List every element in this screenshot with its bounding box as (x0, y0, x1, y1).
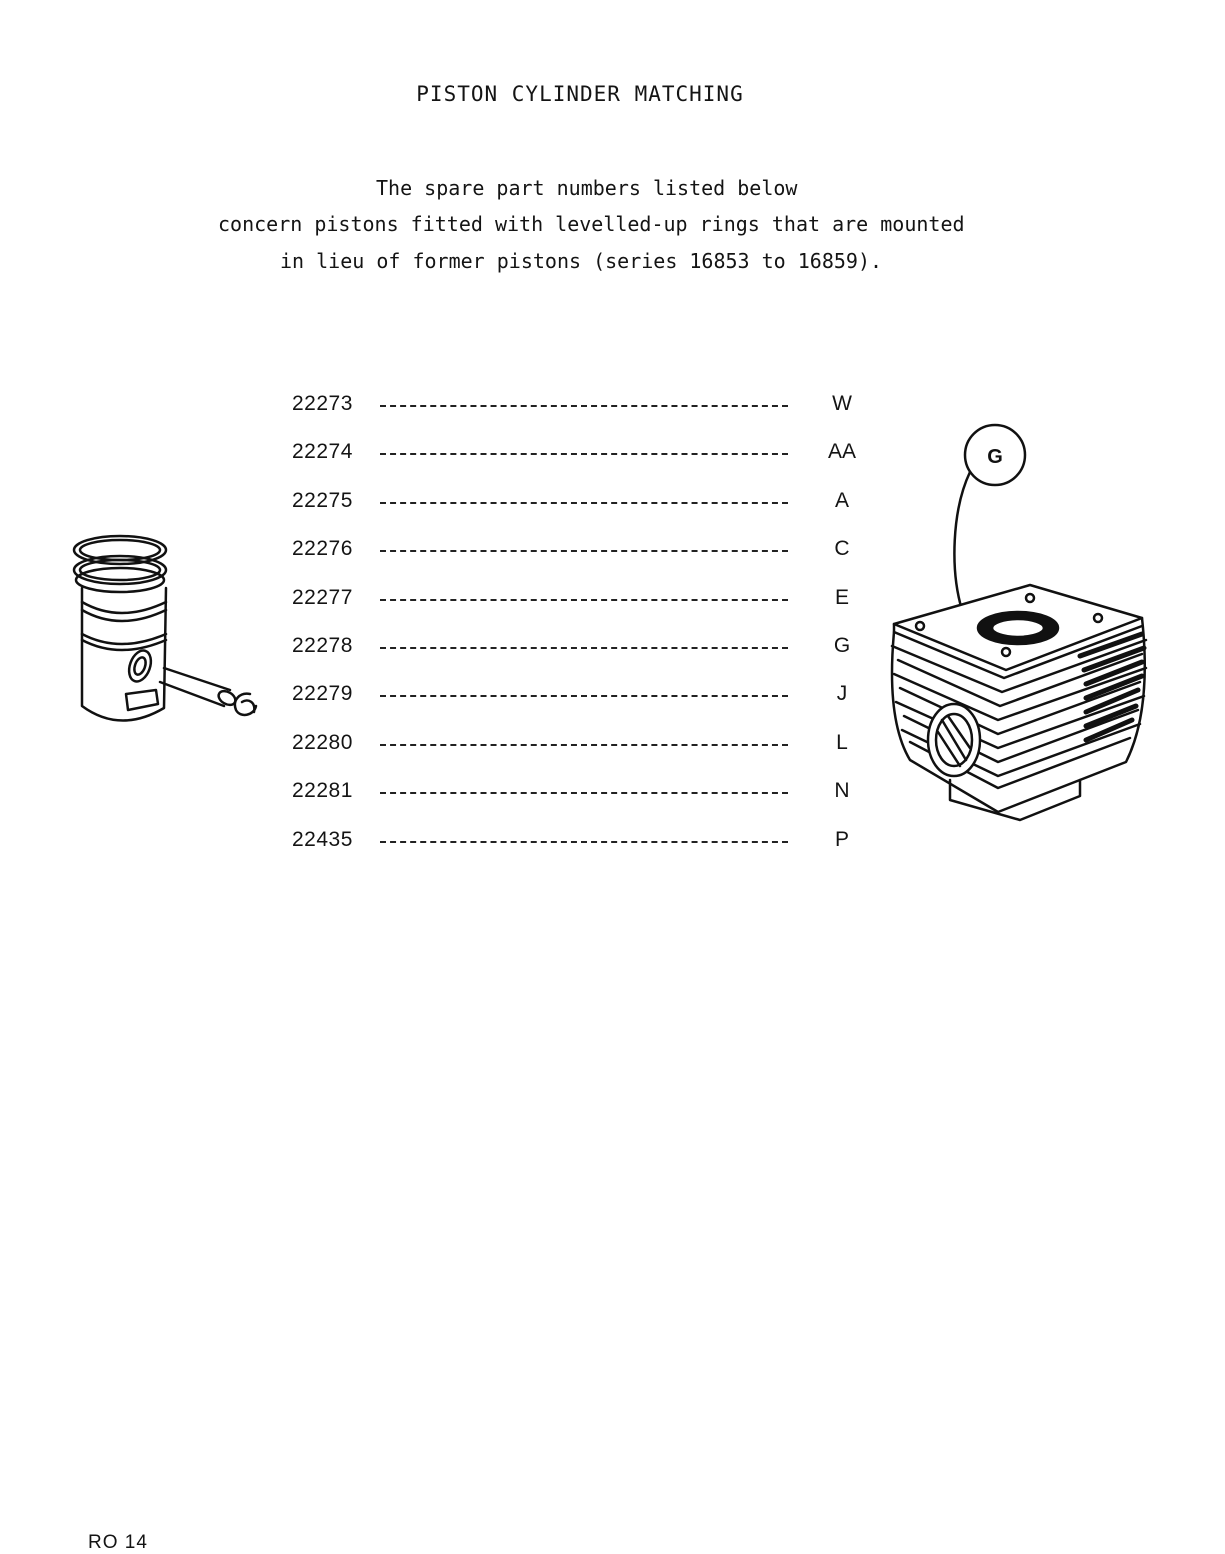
part-number: 22280 (292, 730, 353, 754)
piston-illustration (64, 522, 264, 732)
part-code: N (834, 779, 850, 803)
part-code: G (833, 633, 851, 657)
part-number: 22279 (292, 682, 353, 706)
part-code: W (832, 392, 852, 415)
dashed-leader (380, 550, 788, 552)
dashed-leader (380, 695, 788, 697)
part-code: E (834, 585, 849, 609)
part-code: P (834, 827, 849, 851)
dashed-leader (380, 405, 788, 407)
part-number: 22275 (292, 488, 353, 512)
intro-line-2: concern pistons fitted with levelled-up rings that are mounted (218, 212, 965, 236)
part-number: 22276 (292, 537, 353, 561)
callout-label: G (987, 446, 1003, 468)
part-number: 22277 (292, 585, 353, 609)
part-code: J (836, 682, 848, 706)
part-code: L (836, 730, 848, 754)
part-number: 22274 (292, 440, 353, 464)
dashed-leader (380, 744, 788, 746)
part-number: 22435 (292, 827, 353, 851)
intro-line-3: in lieu of former pistons (series 16853 to 16859). (280, 249, 883, 273)
page-title: PISTON CYLINDER MATCHING (416, 82, 744, 106)
dashed-leader (380, 841, 788, 843)
part-number: 22281 (292, 779, 353, 803)
dashed-leader (380, 792, 788, 794)
dashed-leader (380, 647, 788, 649)
part-number: 22278 (292, 633, 353, 657)
cylinder-illustration (880, 420, 1160, 830)
page-footer: RO 14 (88, 1532, 148, 1553)
intro-line-1: The spare part numbers listed below (376, 176, 798, 200)
part-code: A (834, 488, 849, 512)
dashed-leader (380, 502, 788, 504)
dashed-leader (380, 453, 788, 455)
part-code: AA (827, 440, 856, 464)
part-code: C (834, 537, 850, 561)
dashed-leader (380, 599, 788, 601)
part-number: 22273 (292, 392, 353, 415)
